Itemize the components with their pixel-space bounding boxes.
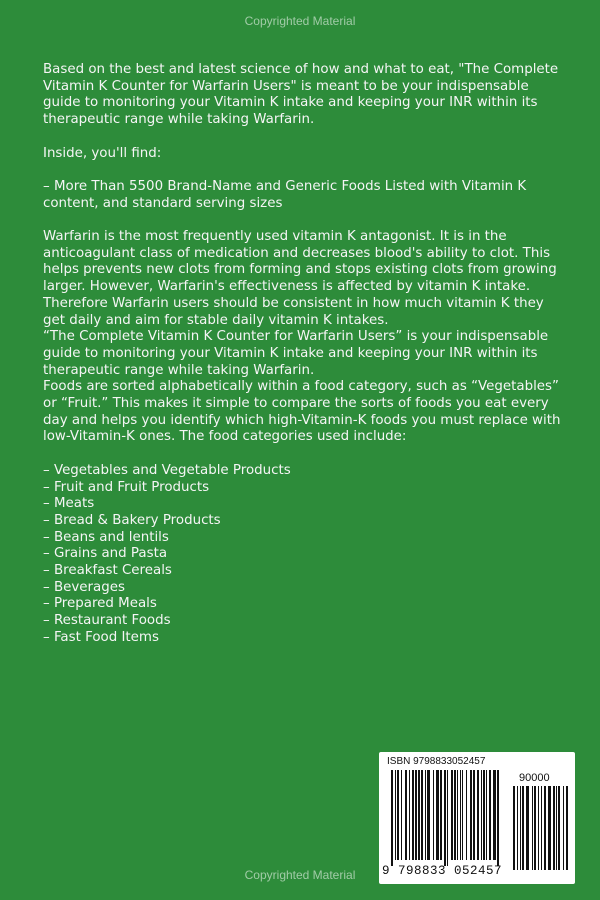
barcode-bar (493, 770, 496, 860)
warfarin-paragraph: Warfarin is the most frequently used vitamin K antagonist. It is in the anticoagulant class of medication and decreases blood's ability to clot. This helps prevents new clots from forming and stops existing clots from growing larger. However, Warfarin's effectiveness is affected by vitamin K intake. Therefore Warfarin users should be consistent in how much vitamin K they get daily and aim for stable daily vitamin K intakes. (43, 228, 557, 328)
barcode-bar (415, 770, 417, 860)
watermark-top: Copyrighted Material (244, 14, 356, 28)
barcode-bar (517, 786, 518, 870)
ean-number: 9 798833 052457 (382, 864, 503, 878)
barcode-bar (391, 770, 393, 866)
barcode-bar (397, 770, 399, 860)
barcode-bar (421, 770, 423, 860)
barcode-bar (526, 786, 529, 870)
barcode-bar (470, 770, 472, 860)
list-item: – Meats (43, 496, 95, 512)
barcode-bar (436, 770, 439, 860)
inside-item: – More Than 5500 Brand-Name and Generic Foods Listed with Vitamin K content, and standard serving sizes (43, 178, 527, 211)
barcode-bar (457, 770, 458, 860)
list-item: – Beans and lentils (43, 529, 169, 545)
barcode-bar (427, 770, 430, 860)
barcode-bar (477, 770, 479, 860)
barcode-bar (513, 786, 515, 870)
barcode-bar (497, 770, 499, 866)
list-item: – Vegetables and Vegetable Products (43, 462, 291, 478)
barcode-bar (433, 770, 434, 860)
isbn-label: ISBN 9798833052457 (387, 756, 486, 767)
barcode-bar (454, 770, 456, 860)
barcode-bar (473, 770, 475, 860)
guide-paragraph: “The Complete Vitamin K Counter for Warfarin Users” is your indispensable guide to monitoring your Vitamin K intake and keeping your INR within its therapeutic range while taking Warfarin. (43, 329, 549, 378)
isbn-barcode (379, 752, 575, 884)
barcode-bar (425, 770, 426, 860)
barcode-bar (405, 770, 407, 860)
barcode-bar (558, 786, 560, 870)
category-list (43, 463, 568, 647)
barcode-bar (563, 786, 564, 870)
list-item: – Breakfast Cereals (43, 563, 172, 579)
barcode-bar (566, 786, 568, 870)
barcode-bar (489, 770, 491, 860)
barcode-bar (401, 770, 402, 860)
list-item: – Prepared Meals (43, 596, 157, 612)
list-item: – Fruit and Fruit Products (43, 479, 210, 495)
barcode-bar (548, 786, 551, 870)
barcode-bar (532, 786, 533, 870)
barcode-bar (481, 770, 482, 860)
barcode-bar (486, 770, 487, 860)
barcode-bar (522, 786, 524, 870)
barcode-bar (460, 770, 461, 860)
barcode-bar (544, 786, 546, 870)
list-item: – Bread & Bakery Products (43, 512, 221, 528)
barcode-bar (409, 770, 410, 860)
list-item: – Grains and Pasta (43, 546, 168, 562)
barcode-bar (520, 786, 521, 870)
sorted-paragraph: Foods are sorted alphabetically within a food category, such as “Vegetables” or “Fruit.” This makes it simple to compare the sorts of foods you eat every day and helps you identify which high-Vitamin-K foods you must replace with low-Vitamin-K ones. The food categories used include: (43, 379, 561, 445)
list-item: – Fast Food Items (43, 629, 159, 645)
addon-bars (513, 786, 568, 870)
barcode-bar (440, 770, 442, 860)
list-item: – Beverages (43, 579, 125, 595)
barcode-bar (447, 770, 448, 866)
barcode-bar (444, 770, 446, 866)
inside-heading: Inside, you'll find: (43, 145, 162, 161)
back-cover-text (43, 62, 568, 647)
barcode-bar (412, 770, 414, 860)
list-item: – Restaurant Foods (43, 613, 171, 629)
barcode-bar (534, 786, 536, 870)
intro-paragraph: Based on the best and latest science of how and what to eat, "The Complete Vitamin K Counter for Warfarin Users" is meant to be your indispensable guide to monitoring your Vitamin K intake and keeping your INR within its therapeutic range while taking Warfarin. (43, 62, 559, 128)
barcode-bar (541, 786, 542, 870)
addon-number: 90000 (519, 772, 550, 784)
barcode-bar (483, 770, 485, 860)
barcode-bar (466, 770, 467, 860)
ean-bars (391, 770, 499, 866)
barcode-bar (538, 786, 539, 870)
barcode-bar (418, 770, 420, 860)
watermark-bottom: Copyrighted Material (244, 868, 356, 882)
barcode-bar (462, 770, 463, 860)
barcode-bar (553, 786, 555, 870)
barcode-bar (451, 770, 453, 860)
barcode-bar (556, 786, 557, 870)
barcode-bar (395, 770, 396, 860)
